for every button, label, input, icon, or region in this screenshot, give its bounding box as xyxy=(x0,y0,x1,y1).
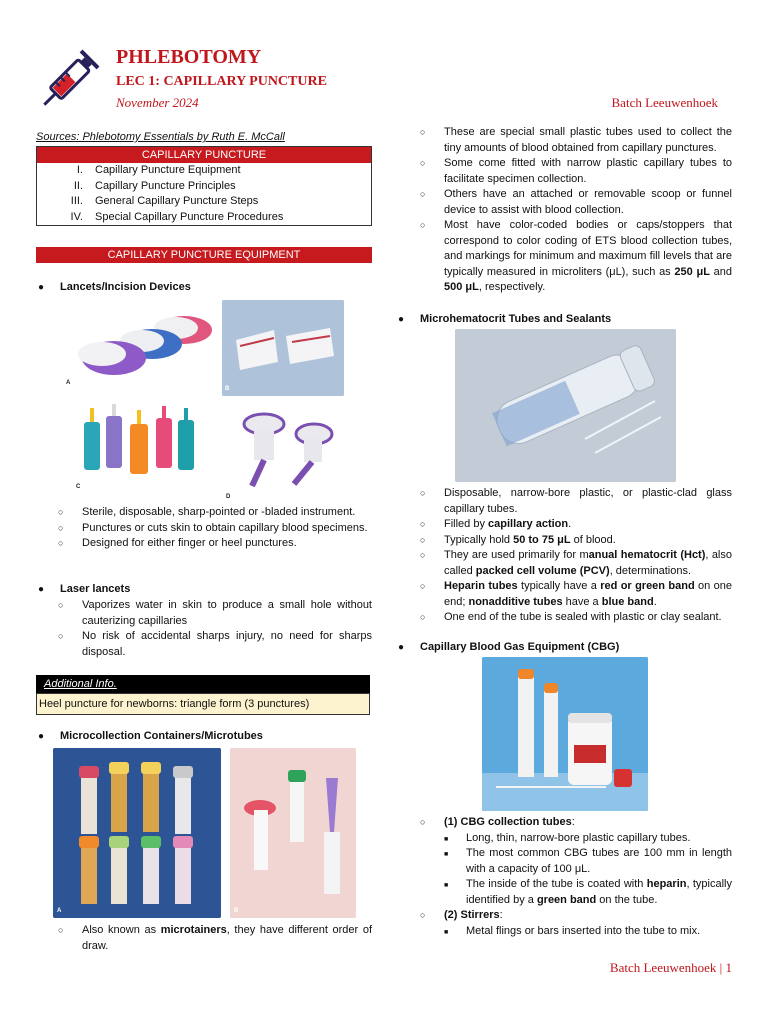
page-footer: Batch Leeuwenhoek | 1 xyxy=(609,960,732,975)
list-item: ○ Disposable, narrow-bore plastic, or plastic-clad glass capillary tubes. xyxy=(420,486,732,517)
sub-list-item xyxy=(444,877,732,908)
lancets-heading: Lancets/Incision Devices xyxy=(60,281,191,293)
text-run: , typically identified by a xyxy=(466,878,732,906)
text-run: , they have different order of draw. xyxy=(82,924,373,952)
list-item xyxy=(420,548,732,579)
toc-item xyxy=(37,163,371,179)
toc-heading: CAPILLARY PUNCTURE xyxy=(37,147,371,163)
toc-label: Capillary Puncture Equipment xyxy=(95,164,241,176)
list-item: ○ No risk of accidental sharps injury, no need for sharps disposal. xyxy=(58,629,372,660)
lancets-list xyxy=(58,505,372,552)
list-item xyxy=(58,923,372,954)
list-item: ○ One end of the tube is sealed with plastic or clay sealant. xyxy=(420,610,732,626)
list-item xyxy=(420,579,732,610)
text-run: have a xyxy=(562,595,602,608)
image-label: A xyxy=(57,908,62,914)
text-run: The inside of the tube is coated with xyxy=(466,878,647,890)
bullet-icon: ● xyxy=(398,642,405,653)
sub-list-item: ■ Metal flings or bars inserted into the tube to mix. xyxy=(444,924,732,940)
syringe-logo-icon xyxy=(38,40,110,110)
toc-item xyxy=(37,179,371,195)
toc-label: Special Capillary Puncture Procedures xyxy=(95,210,284,223)
text-run: . xyxy=(568,518,572,530)
image-label: B xyxy=(234,908,239,914)
text-run: typically have a xyxy=(517,580,601,592)
list-item: ○ (1) CBG collection tubes: xyxy=(420,815,732,831)
text-run: , also called xyxy=(444,549,732,577)
microtubes-list xyxy=(420,125,732,296)
laser-list xyxy=(58,598,372,660)
bullet-icon: ● xyxy=(38,282,45,293)
batch-name: Batch Leeuwenhoek xyxy=(611,95,718,110)
toc-num: I. xyxy=(76,164,83,176)
text-bold: (2) Stirrers xyxy=(444,909,500,921)
toc-num: II. xyxy=(73,179,83,192)
micro-heading: Microcollection Containers/Microtubes xyxy=(60,730,263,742)
list-item xyxy=(420,218,732,296)
toc-num: IV. xyxy=(70,210,83,223)
microtubes-photo-b xyxy=(230,748,356,918)
list-item xyxy=(420,517,732,533)
text-bold: anual hematocrit (Hct) xyxy=(588,549,706,561)
sub-list-item: ■ Long, thin, narrow-bore plastic capillary tubes. xyxy=(444,831,732,847)
toc-label: Capillary Puncture Principles xyxy=(95,179,236,192)
text-bold: red or green band xyxy=(600,580,695,592)
text-bold: heparin xyxy=(646,878,687,890)
list-item: ○ Sterile, disposable, sharp-pointed or -bladed instrument. xyxy=(58,505,372,521)
toc-item xyxy=(37,194,371,210)
text-run: . xyxy=(653,595,657,608)
list-item: ○ Punctures or cuts skin to obtain capillary blood specimens. xyxy=(58,521,372,537)
toc-item xyxy=(37,210,371,226)
text-bold: (1) CBG collection tubes xyxy=(444,816,572,828)
hematocrit-heading: Microhematocrit Tubes and Sealants xyxy=(420,313,612,325)
text-run: Filled by xyxy=(444,518,489,530)
text-bold: 500 μL xyxy=(444,281,479,293)
text-run: on one end; xyxy=(444,580,732,608)
toc-label: General Capillary Puncture Steps xyxy=(95,195,259,207)
list-item: ○ (2) Stirrers: xyxy=(420,908,732,924)
image-label: A xyxy=(66,380,71,386)
text-bold: packed cell volume (PCV) xyxy=(475,564,610,577)
cbg-list xyxy=(420,815,732,939)
sources-line: Sources: Phlebotomy Essentials by Ruth E. McCall xyxy=(36,131,285,143)
text-run: Most have color-coded bodies or caps/stoppers that correspond to color coding of ETS blood collection tubes, and markings for minimum and maximum fill levels that are typically measured in microliters (μL), such as xyxy=(444,219,732,278)
text-bold: microtainers xyxy=(160,924,227,936)
text-run: of blood. xyxy=(570,533,616,546)
lancet-photo-b xyxy=(222,300,344,396)
text-run: , respectively. xyxy=(478,281,546,293)
bullet-icon: ● xyxy=(398,314,405,325)
document-title: PHLEBOTOMY xyxy=(116,46,262,68)
list-item: ○ Others have an attached or removable scoop or funnel device to assist with blood collection. xyxy=(420,187,732,218)
bullet-icon: ● xyxy=(38,731,45,742)
laser-heading: Laser lancets xyxy=(60,583,131,595)
text-bold: nonadditive tubes xyxy=(468,595,563,608)
text-bold: Heparin tubes xyxy=(444,580,518,592)
text-run: , determinations. xyxy=(609,564,692,577)
text-bold: 250 μL xyxy=(674,265,710,278)
lancet-photo-c xyxy=(72,400,212,496)
text-run: and xyxy=(709,265,733,278)
sub-list-item: ■ The most common CBG tubes are 100 mm in length with a capacity of 100 μL. xyxy=(444,846,732,877)
text-bold: capillary action xyxy=(488,518,569,530)
list-item: ○ These are special small plastic tubes used to collect the tiny amounts of blood obtained from capillary punctures. xyxy=(420,125,732,156)
lancet-photo-d xyxy=(224,406,340,502)
list-item: ○ Designed for either finger or heel punctures. xyxy=(58,536,372,552)
additional-info-heading xyxy=(36,675,370,693)
lancet-photo-a xyxy=(64,300,216,390)
additional-info-heading-text: Additional Info. xyxy=(44,678,117,690)
list-item: ○ Some come fitted with narrow plastic capillary tubes to facilitate specimen collection. xyxy=(420,156,732,187)
hematocrit-list xyxy=(420,486,732,626)
text-bold: blue band xyxy=(601,595,654,608)
bullet-icon: ● xyxy=(38,584,45,595)
additional-info-body xyxy=(36,693,370,715)
image-label: B xyxy=(225,386,230,392)
list-item xyxy=(420,533,732,549)
lecture-subtitle: LEC 1: CAPILLARY PUNCTURE xyxy=(116,74,327,89)
text-run: Typically hold xyxy=(444,533,514,546)
text-run: on the tube. xyxy=(596,893,658,906)
section-title-bar: CAPILLARY PUNCTURE EQUIPMENT xyxy=(36,247,372,263)
text-run: They are used primarily for m xyxy=(444,549,589,561)
text-run: Also known as xyxy=(82,924,161,936)
toc-box xyxy=(36,146,372,226)
toc-num: III. xyxy=(70,195,83,207)
cbg-equipment-photo xyxy=(482,657,648,811)
lecture-date: November 2024 xyxy=(116,95,199,110)
text-bold: 50 to 75 μL xyxy=(513,533,571,546)
cbg-heading: Capillary Blood Gas Equipment (CBG) xyxy=(420,641,620,653)
text-bold: green band xyxy=(536,893,597,906)
micro-list xyxy=(58,923,372,954)
image-label: D xyxy=(226,494,231,500)
microtubes-photo-a xyxy=(53,748,221,918)
additional-info-body-text: Heel puncture for newborns: triangle form (3 punctures) xyxy=(39,698,310,710)
image-label: C xyxy=(76,484,81,490)
list-item: ○ Vaporizes water in skin to produce a small hole without cauterizing capillaries xyxy=(58,598,372,629)
hematocrit-tubes-photo xyxy=(455,329,676,482)
